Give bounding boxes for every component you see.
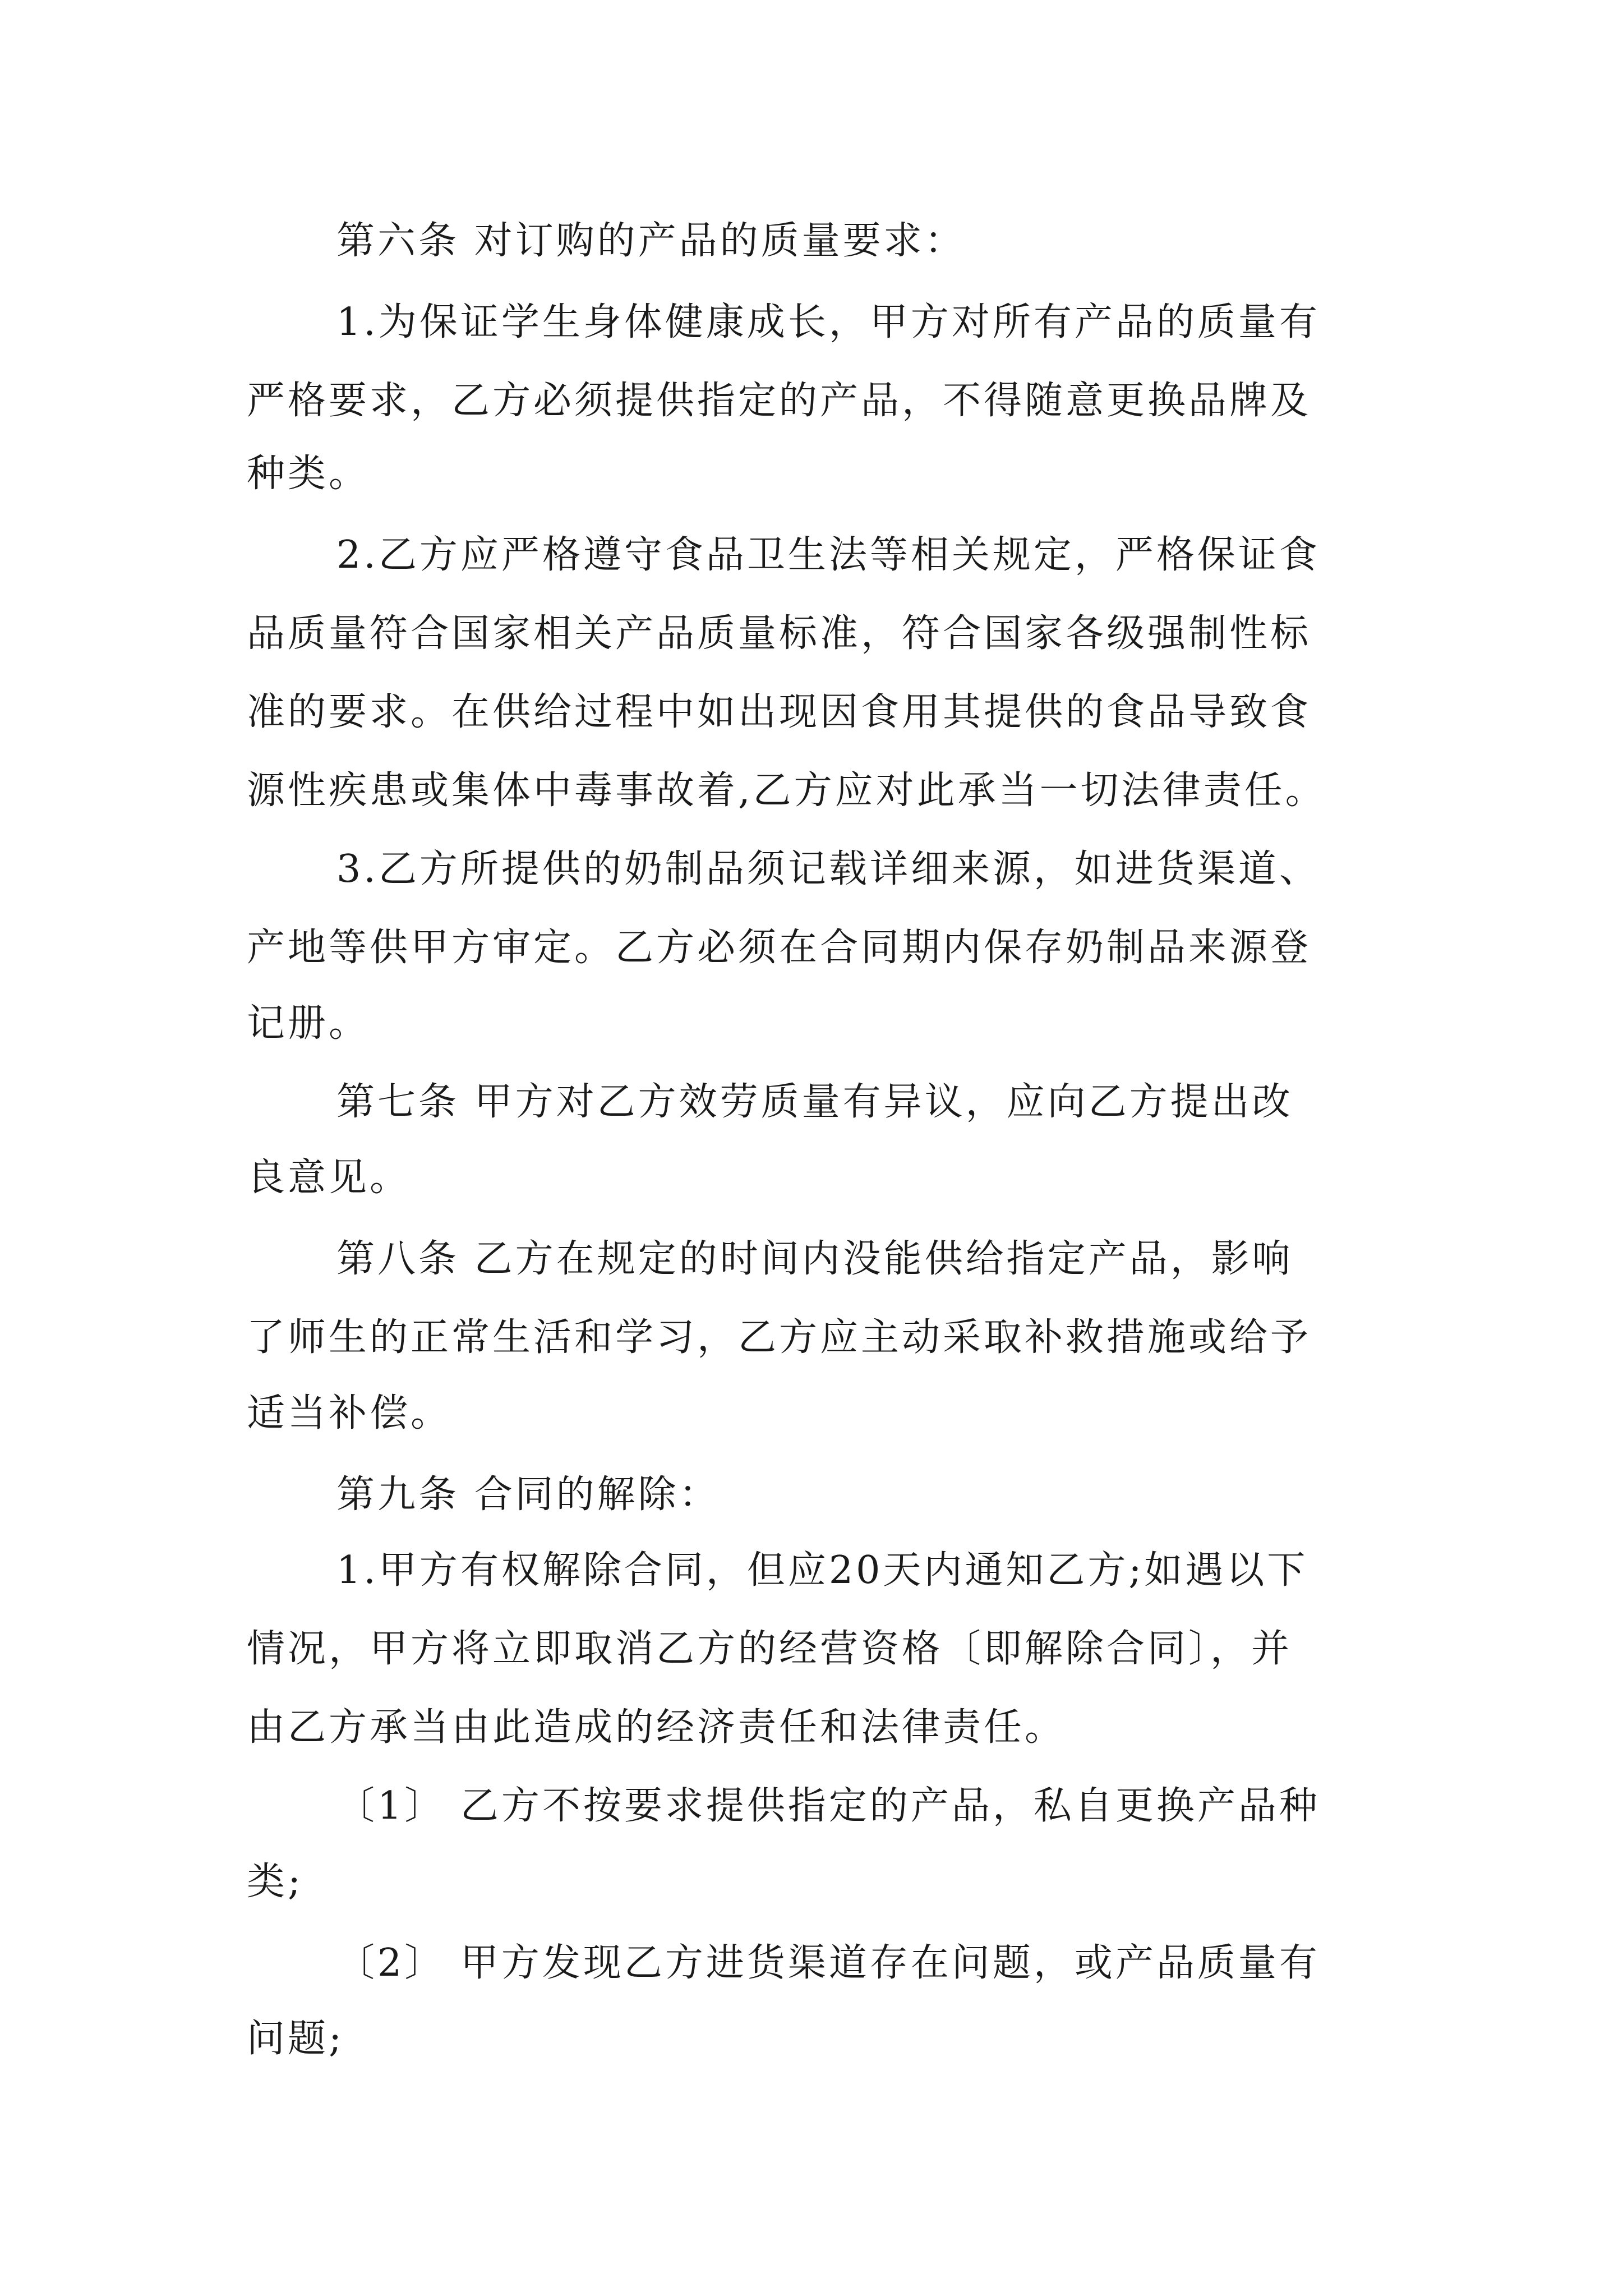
article-6-item-2-line-2: 品质量符合国家相关产品质量标准，符合国家各级强制性标 bbox=[247, 611, 1312, 656]
article-7-line-2: 良意见。 bbox=[247, 1156, 411, 1200]
article-9-sub-1-line-2: 类; bbox=[247, 1860, 303, 1904]
article-9-heading: 第九条 合同的解除： bbox=[336, 1473, 720, 1517]
article-6-item-3-line-2: 产地等供甲方审定。乙方必须在合同期内保存奶制品来源登 bbox=[247, 926, 1312, 970]
article-6-item-1-line-3: 种类。 bbox=[247, 452, 370, 496]
article-9-item-1-line-1: 1.甲方有权解除合同，但应20天内通知乙方;如遇以下 bbox=[336, 1548, 1308, 1593]
article-6-item-2-line-1: 2.乙方应严格遵守食品卫生法等相关规定，严格保证食 bbox=[336, 533, 1320, 577]
article-9-sub-2-line-2: 问题; bbox=[247, 2017, 344, 2061]
article-9-sub-2-line-1: 〔2〕 甲方发现乙方进货渠道存在问题，或产品质量有 bbox=[336, 1941, 1320, 1985]
article-6-item-1-line-2: 严格要求，乙方必须提供指定的产品，不得随意更换品牌及 bbox=[247, 379, 1312, 423]
article-7-line-1: 第七条 甲方对乙方效劳质量有异议，应向乙方提出改 bbox=[336, 1080, 1293, 1124]
article-6-item-2-line-3: 准的要求。在供给过程中如出现因食用其提供的食品导致食 bbox=[247, 690, 1312, 734]
article-6-item-2-line-4: 源性疾患或集体中毒事故着,乙方应对此承当一切法律责任。 bbox=[247, 769, 1326, 813]
article-9-item-1-line-3: 由乙方承当由此造成的经济责任和法律责任。 bbox=[247, 1705, 1066, 1750]
article-8-line-2: 了师生的正常生活和学习，乙方应主动采取补救措施或给予 bbox=[247, 1315, 1312, 1360]
article-8-line-1: 第八条 乙方在规定的时间内没能供给指定产品，影响 bbox=[336, 1237, 1293, 1281]
article-6-heading: 第六条 对订购的产品的质量要求： bbox=[336, 219, 966, 263]
article-9-item-1-line-2: 情况，甲方将立即取消乙方的经营资格〔即解除合同〕，并 bbox=[247, 1627, 1293, 1671]
article-8-line-3: 适当补偿。 bbox=[247, 1391, 452, 1435]
article-6-item-1-line-1: 1.为保证学生身体健康成长，甲方对所有产品的质量有 bbox=[336, 300, 1320, 344]
article-6-item-3-line-1: 3.乙方所提供的奶制品须记载详细来源，如进货渠道、 bbox=[336, 847, 1320, 891]
article-9-sub-1-line-1: 〔1〕 乙方不按要求提供指定的产品，私自更换产品种 bbox=[336, 1784, 1320, 1828]
article-6-item-3-line-3: 记册。 bbox=[247, 1001, 370, 1046]
